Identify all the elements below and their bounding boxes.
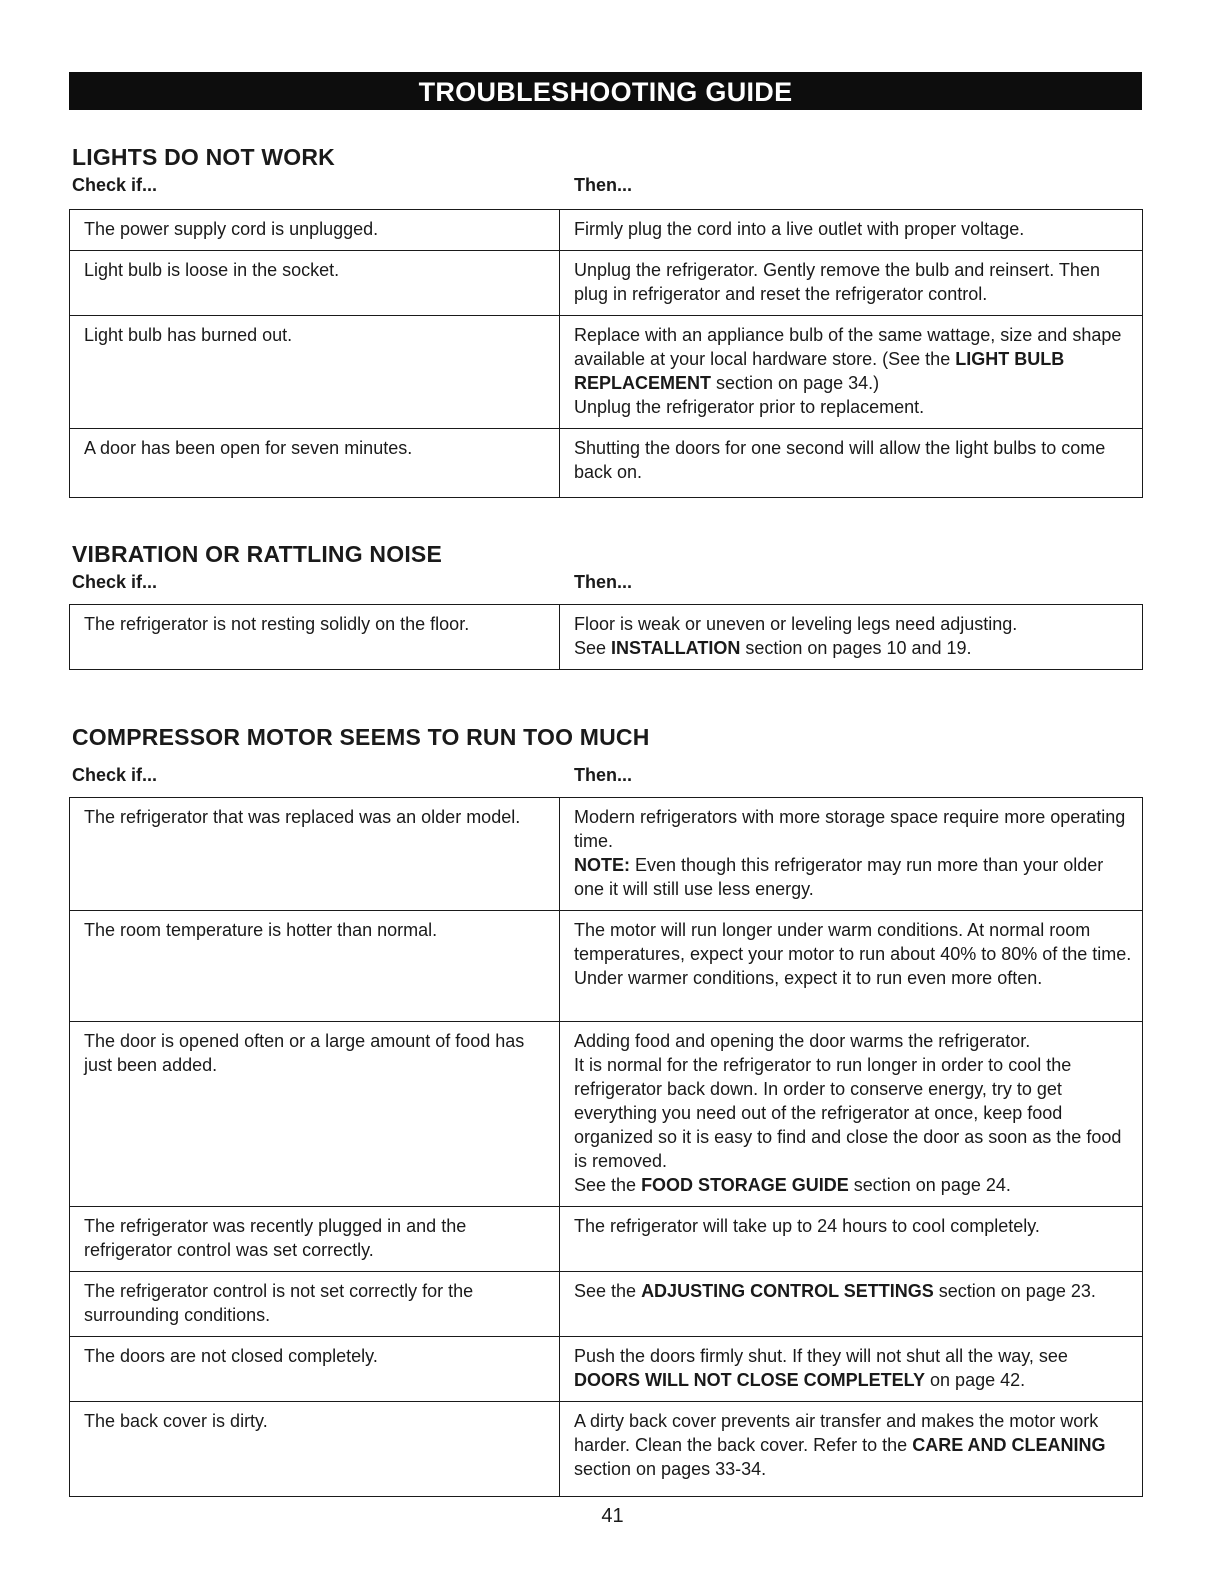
then-cell (560, 429, 1143, 498)
section-compressor-motor-runs-too-much (69, 723, 1142, 1497)
then-paragraph (574, 323, 1132, 395)
then-paragraph (574, 217, 1132, 241)
bold-reference: LIGHT BULB REPLACEMENT (574, 349, 1065, 393)
check-if-header: Check if... (72, 572, 158, 592)
text-span: See the (574, 1175, 642, 1195)
text-span: See (574, 638, 612, 658)
bold-reference: CARE AND CLEANING (912, 1435, 1106, 1455)
text-span: Even though this refrigerator may run more than your older one it will still use less energy. (574, 855, 1104, 899)
then-paragraph (574, 1214, 1132, 1238)
section-lights-do-not-work (69, 143, 1142, 498)
text-span: section on page 23. (933, 1281, 1096, 1301)
text-span: section on page 24. (848, 1175, 1011, 1195)
check-cell: The refrigerator was recently plugged in and the refrigerator control was set correctly. (70, 1207, 560, 1272)
troubleshooting-table (69, 604, 1143, 670)
table-row (70, 429, 1143, 498)
troubleshooting-table (69, 797, 1143, 1497)
text-span: Unplug the refrigerator prior to replacement. (574, 397, 925, 417)
bold-reference: INSTALLATION (611, 638, 741, 658)
section-title: LIGHTS DO NOT WORK (72, 144, 335, 170)
text-span: See the (574, 1281, 642, 1301)
check-cell: The refrigerator is not resting solidly on the floor. (70, 605, 560, 670)
text-span: on page 42. (925, 1370, 1026, 1390)
column-headers (69, 173, 1142, 197)
then-cell (560, 798, 1143, 911)
page-number: 41 (601, 1505, 624, 1527)
then-paragraph (574, 1173, 1132, 1197)
table-row (70, 210, 1143, 251)
then-paragraph (574, 1409, 1132, 1481)
check-cell: The room temperature is hotter than normal. (70, 911, 560, 1022)
table-row (70, 798, 1143, 911)
then-cell (560, 1402, 1143, 1497)
then-paragraph (574, 1053, 1132, 1173)
then-header: Then... (574, 765, 632, 785)
column-headers (69, 763, 1142, 787)
section-title: VIBRATION OR RATTLING NOISE (72, 541, 442, 567)
page-title-banner: TROUBLESHOOTING GUIDE (69, 72, 1142, 110)
text-span: The refrigerator will take up to 24 hours to cool completely. (574, 1216, 1040, 1236)
bold-reference: FOOD STORAGE GUIDE (641, 1175, 849, 1195)
then-cell (560, 1022, 1143, 1207)
bold-reference: DOORS WILL NOT CLOSE COMPLETELY (574, 1370, 926, 1390)
check-cell: The refrigerator control is not set correctly for the surrounding conditions. (70, 1272, 560, 1337)
then-paragraph (574, 395, 1132, 419)
table-row (70, 251, 1143, 316)
table-row (70, 1402, 1143, 1497)
table-row (70, 1337, 1143, 1402)
table-row (70, 316, 1143, 429)
then-cell (560, 210, 1143, 251)
then-paragraph (574, 1344, 1132, 1392)
then-cell (560, 911, 1143, 1022)
then-paragraph (574, 805, 1132, 853)
check-cell: Light bulb is loose in the socket. (70, 251, 560, 316)
check-cell: The power supply cord is unplugged. (70, 210, 560, 251)
text-span: Unplug the refrigerator. Gently remove the bulb and reinsert. Then plug in refrigerator and reset the refrigerator control. (574, 260, 1100, 304)
then-paragraph (574, 436, 1132, 484)
text-span: Push the doors firmly shut. If they will not shut all the way, see (574, 1346, 1068, 1366)
then-paragraph (574, 612, 1132, 636)
check-if-header: Check if... (72, 175, 158, 195)
then-header: Then... (574, 175, 632, 195)
text-span: Shutting the doors for one second will allow the light bulbs to come back on. (574, 438, 1106, 482)
then-cell (560, 251, 1143, 316)
text-span: section on pages 33-34. (574, 1459, 767, 1479)
check-cell: The back cover is dirty. (70, 1402, 560, 1497)
text-span: Replace with an appliance bulb of the same wattage, size and shape available at your local hardware store. (See the (574, 325, 1122, 369)
check-cell: The doors are not closed completely. (70, 1337, 560, 1402)
text-span: Modern refrigerators with more storage space require more operating time. (574, 807, 1126, 851)
text-span: It is normal for the refrigerator to run longer in order to cool the refrigerator back down. In order to conserve energy, try to get everything you need out of the refrigerator at once, keep food organized so it is easy to find and close the door as soon as the food is removed. (574, 1055, 1122, 1171)
then-paragraph (574, 853, 1132, 901)
then-cell (560, 1207, 1143, 1272)
bold-reference: ADJUSTING CONTROL SETTINGS (641, 1281, 934, 1301)
column-headers (69, 570, 1142, 594)
check-cell: A door has been open for seven minutes. (70, 429, 560, 498)
check-cell: Light bulb has burned out. (70, 316, 560, 429)
then-cell (560, 1272, 1143, 1337)
then-paragraph (574, 1279, 1132, 1303)
text-span: The motor will run longer under warm conditions. At normal room temperatures, expect your motor to run about 40% to 80% of the time. Under warmer conditions, expect it to run even more often. (574, 920, 1132, 988)
then-paragraph (574, 258, 1132, 306)
then-paragraph (574, 918, 1132, 990)
section-title: COMPRESSOR MOTOR SEEMS TO RUN TOO MUCH (72, 724, 650, 750)
then-paragraph (574, 636, 1132, 660)
text-span: Adding food and opening the door warms the refrigerator. (574, 1031, 1031, 1051)
check-if-header: Check if... (72, 765, 158, 785)
text-span: section on pages 10 and 19. (740, 638, 972, 658)
then-header: Then... (574, 572, 632, 592)
check-cell: The door is opened often or a large amount of food has just been added. (70, 1022, 560, 1207)
section-vibration-or-rattling-noise (69, 540, 1142, 670)
table-row (70, 1272, 1143, 1337)
then-paragraph (574, 1029, 1132, 1053)
text-span: section on page 34.) (711, 373, 880, 393)
then-cell (560, 605, 1143, 670)
table-row (70, 1207, 1143, 1272)
then-cell (560, 316, 1143, 429)
text-span: A dirty back cover prevents air transfer and makes the motor work harder. Clean the back cover. Refer to the (574, 1411, 1099, 1455)
table-row (70, 911, 1143, 1022)
then-cell (560, 1337, 1143, 1402)
table-row (70, 605, 1143, 670)
table-row (70, 1022, 1143, 1207)
text-span: Floor is weak or uneven or leveling legs need adjusting. (574, 614, 1018, 634)
troubleshooting-table (69, 209, 1143, 498)
text-span: Firmly plug the cord into a live outlet with proper voltage. (574, 219, 1025, 239)
bold-reference: NOTE: (574, 855, 630, 875)
check-cell: The refrigerator that was replaced was an older model. (70, 798, 560, 911)
